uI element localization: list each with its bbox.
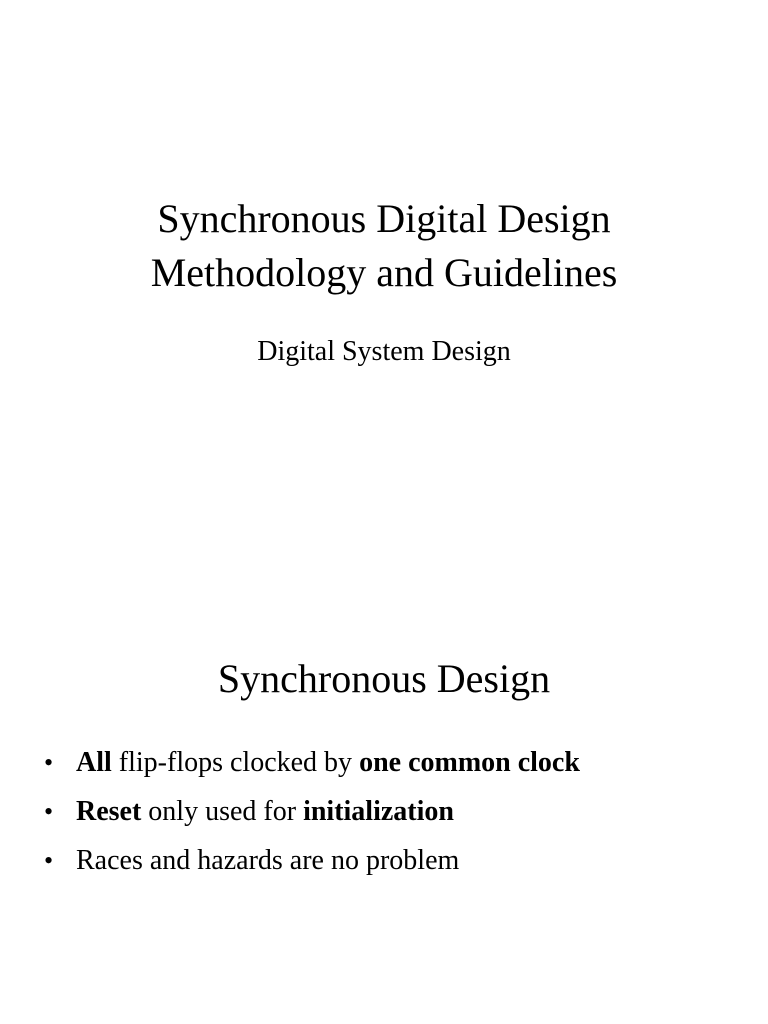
bullet-icon: • xyxy=(44,846,54,875)
slide-heading: Synchronous Design xyxy=(217,656,551,701)
bullet-text xyxy=(76,738,580,787)
bullet-bold-text: All xyxy=(76,747,112,778)
bullet-item xyxy=(0,738,768,787)
bullet-bold-text: initialization xyxy=(303,796,454,827)
bullet-text xyxy=(76,836,459,885)
slide-synchronous-design xyxy=(0,512,768,1024)
title-line-1: Synchronous Digital Design xyxy=(157,196,611,241)
bullet-bold-text: Reset xyxy=(76,796,142,827)
bullet-bold-text: one common clock xyxy=(359,747,580,778)
bullet-item xyxy=(0,787,768,836)
bullet-plain-text: flip-flops clocked by xyxy=(111,747,360,778)
bullet-list xyxy=(0,738,768,885)
bullet-plain-text: Races and hazards are no problem xyxy=(76,845,460,876)
slide-title-heading xyxy=(0,192,768,300)
slide-subtitle: Digital System Design xyxy=(257,336,511,367)
bullet-icon: • xyxy=(44,748,54,777)
bullet-item xyxy=(0,836,768,885)
bullet-icon: • xyxy=(44,797,54,826)
bullet-plain-text: only used for xyxy=(141,796,304,827)
title-line-2: Methodology and Guidelines xyxy=(150,250,618,295)
bullet-text xyxy=(76,787,454,836)
